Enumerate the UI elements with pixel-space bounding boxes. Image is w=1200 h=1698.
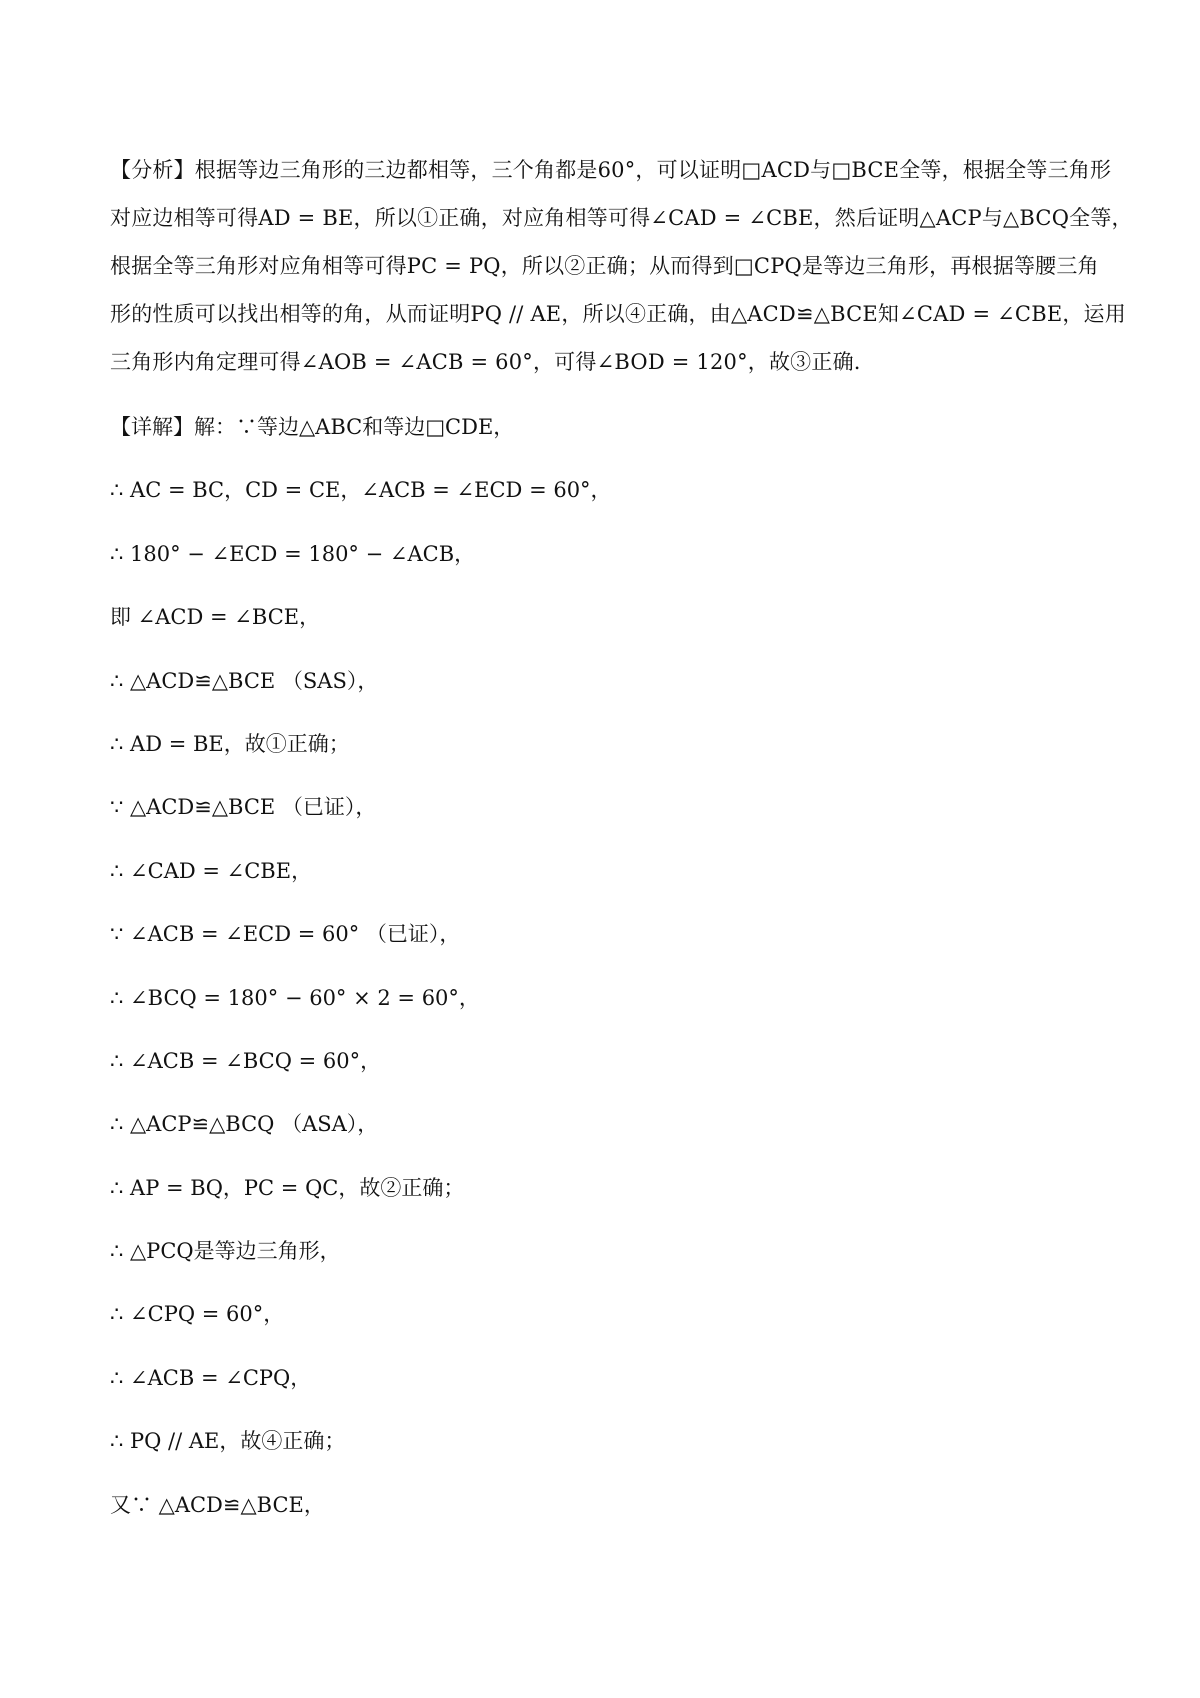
analysis-line: 对应边相等可得AD = BE，所以①正确，对应角相等可得∠CAD = ∠CBE，然后证明△ACP与△BCQ全等，: [110, 206, 1133, 230]
analysis-line: 形的性质可以找出相等的角，从而证明PQ // AE，所以④正确，由△ACD≌△BCE知∠CAD = ∠CBE，运用: [110, 302, 1126, 326]
analysis-line: 根据全等三角形对应角相等可得PC = PQ，所以②正确；从而得到□CPQ是等边三角形，再根据等腰三角: [110, 254, 1099, 278]
analysis-section: [110, 146, 1133, 386]
solution-line: ∵ △ACD≌△BCE （已证），: [110, 795, 377, 820]
solution-line: ∴ AP = BQ，PC = QC，故②正确；: [110, 1175, 465, 1200]
analysis-line: 【分析】根据等边三角形的三边都相等，三个角都是60°，可以证明□ACD与□BCE全等，根据全等三角形: [110, 158, 1112, 182]
solution-line: ∴ ∠ACB = ∠BCQ = 60°，: [110, 1048, 382, 1073]
solution-line: 【详解】解：∵等边△ABC和等边□CDE，: [110, 415, 515, 439]
solution-line: ∴ AC = BC，CD = CE，∠ACB = ∠ECD = 60°，: [110, 478, 612, 503]
solution-line: 又∵ △ACD≌△BCE，: [110, 1492, 325, 1517]
analysis-line: 三角形内角定理可得∠AOB = ∠ACB = 60°，可得∠BOD = 120°，故③正确.: [110, 350, 861, 374]
solution-line: ∴ ∠CPQ = 60°，: [110, 1302, 285, 1327]
solution-line: ∴ △ACD≌△BCE （SAS），: [110, 668, 379, 693]
solution-line: ∵ ∠ACB = ∠ECD = 60° （已证），: [110, 922, 461, 947]
solution-section: [110, 396, 1098, 1537]
solution-line: ∴ AD = BE，故①正确；: [110, 731, 350, 756]
solution-line: ∴ 180° − ∠ECD = 180° − ∠ACB，: [110, 541, 476, 566]
solution-line: ∴ PQ // AE，故④正确；: [110, 1429, 346, 1454]
solution-line: 即 ∠ACD = ∠BCE，: [110, 605, 321, 630]
solution-line: ∴ △PCQ是等边三角形，: [110, 1239, 341, 1264]
solution-line: ∴ ∠ACB = ∠CPQ，: [110, 1365, 312, 1390]
solution-line: ∴ ∠BCQ = 180° − 60° × 2 = 60°，: [110, 985, 480, 1010]
solution-line: ∴ △ACP≌△BCQ （ASA），: [110, 1112, 379, 1137]
solution-line: ∴ ∠CAD = ∠CBE，: [110, 858, 313, 883]
